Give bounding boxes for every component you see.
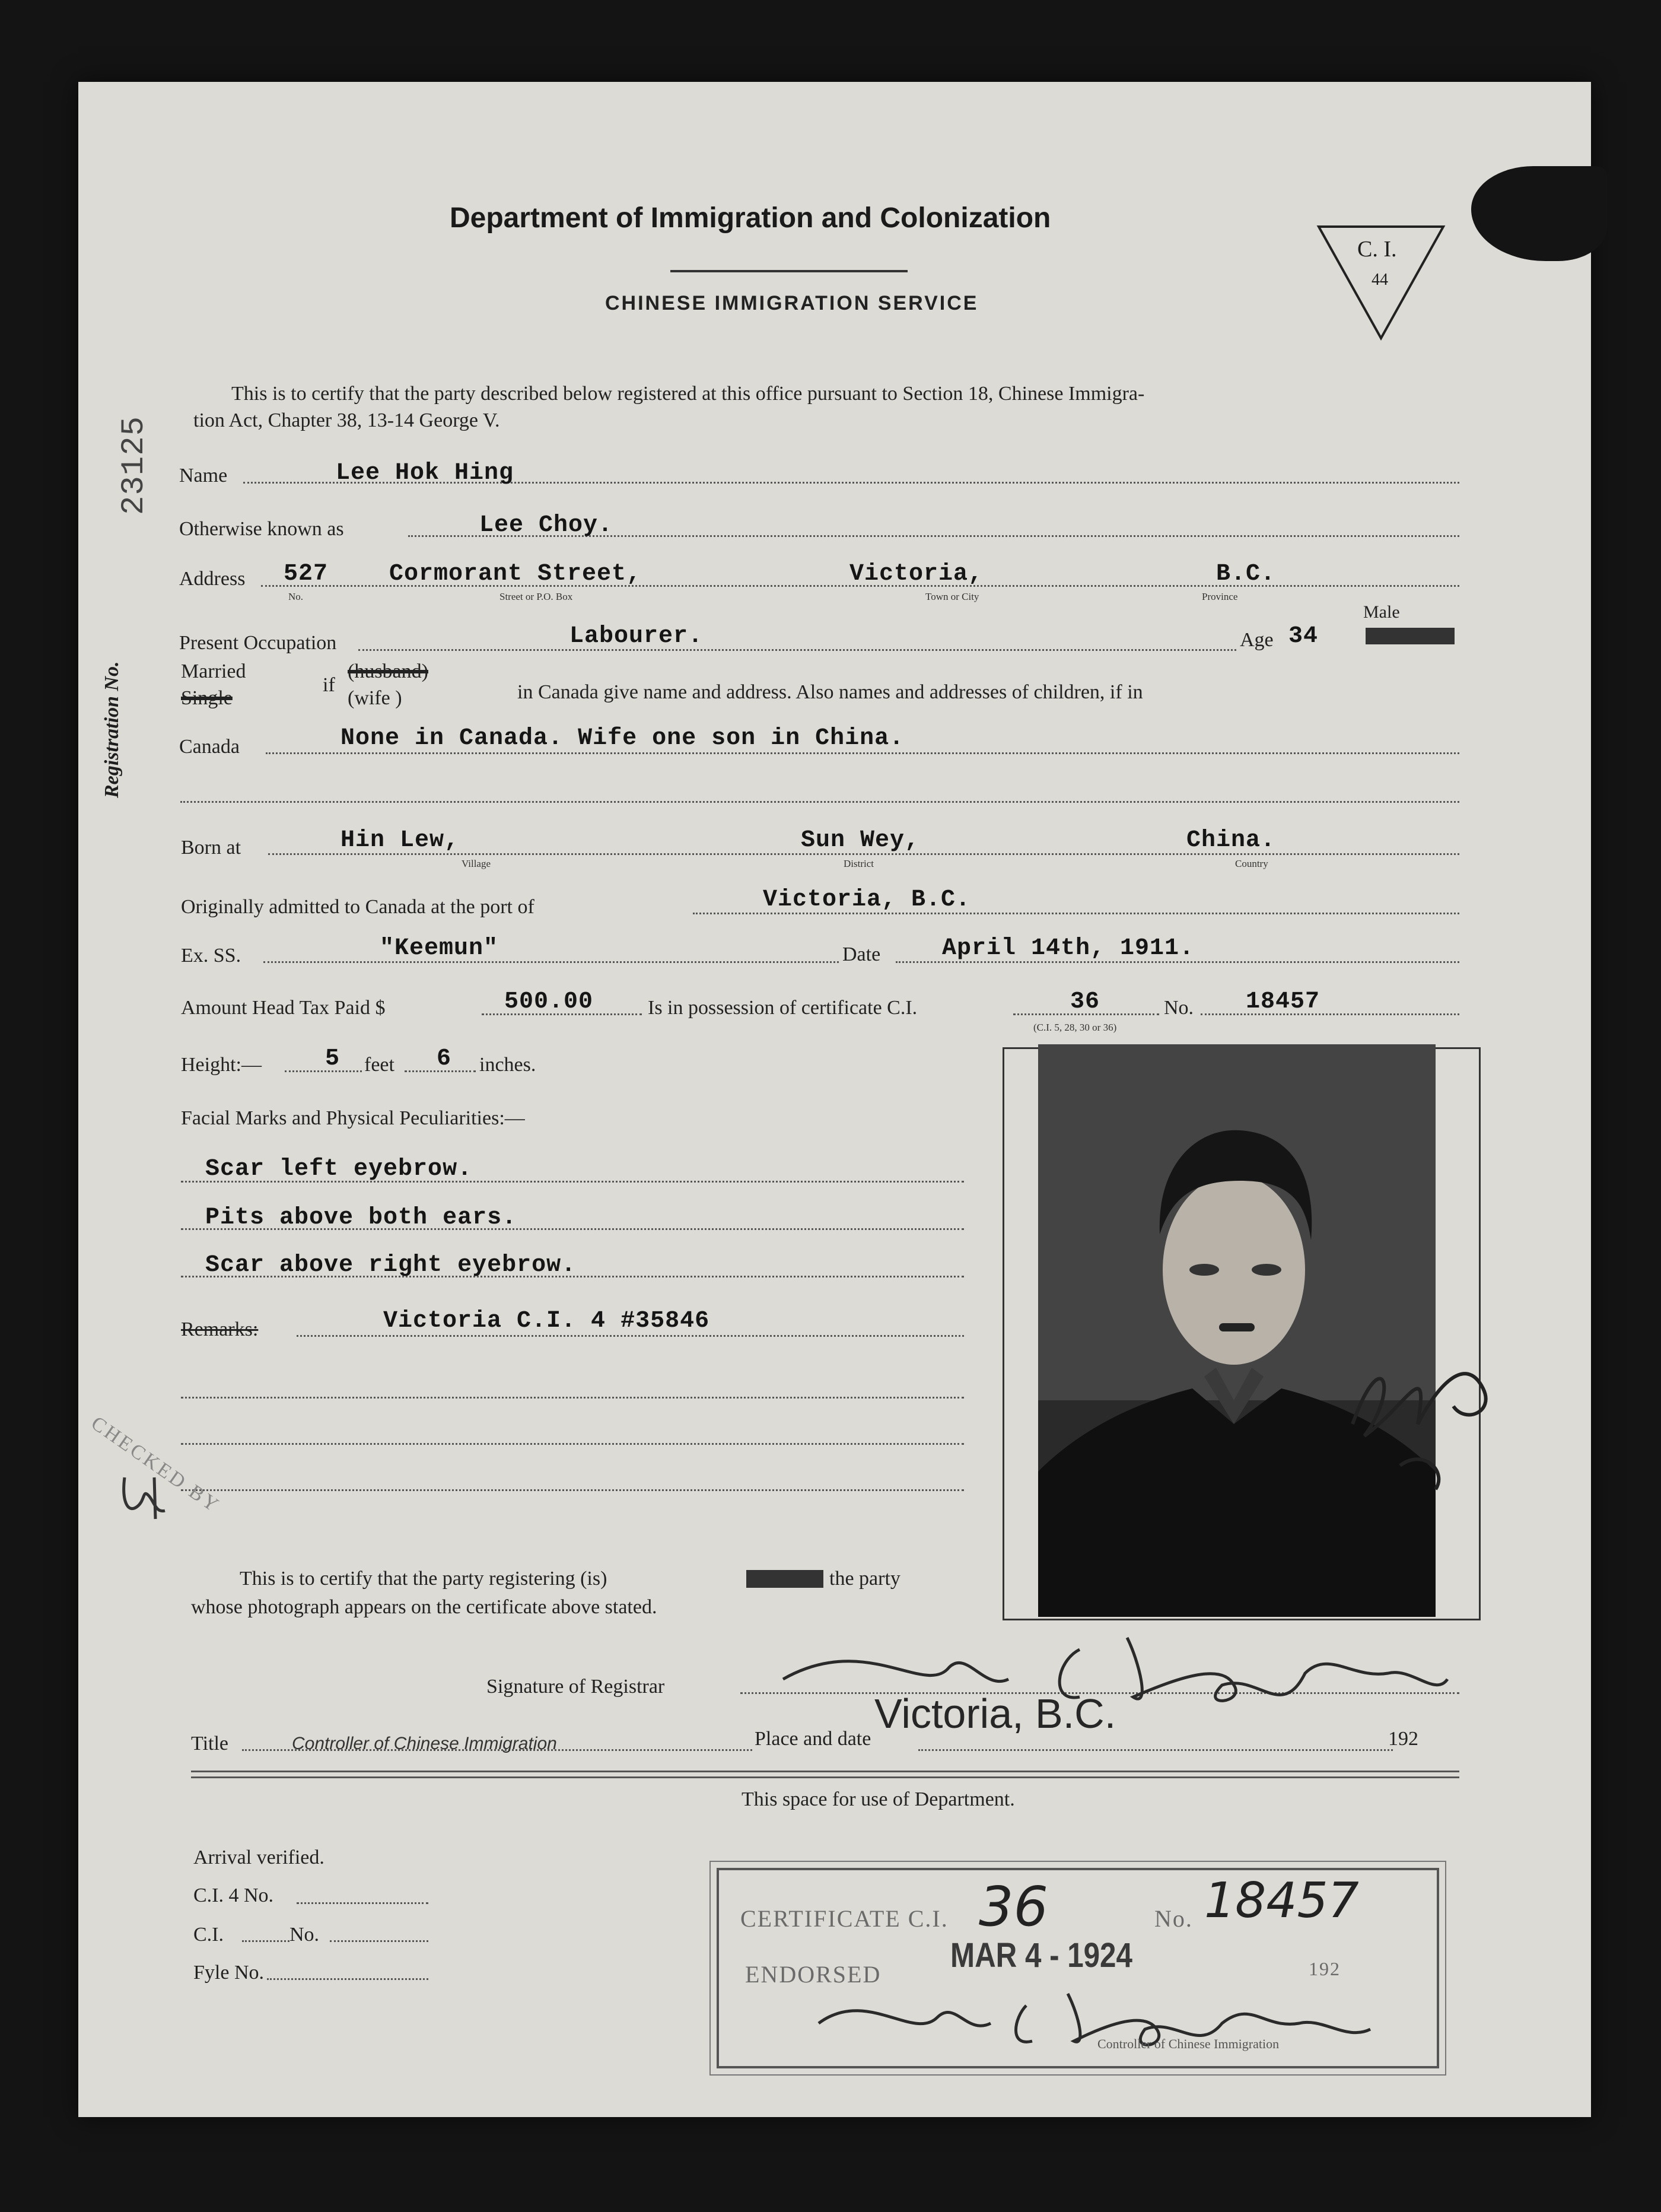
- no-label: No.: [1164, 997, 1194, 1019]
- ci-label: C.I.: [193, 1924, 224, 1946]
- height-label: Height:—: [181, 1054, 262, 1076]
- year-prefix: 192: [1388, 1728, 1418, 1750]
- ci4-label: C.I. 4 No.: [193, 1884, 274, 1906]
- no-value: 18457: [1246, 989, 1320, 1015]
- ci-caption: (C.I. 5, 28, 30 or 36): [1033, 1022, 1117, 1033]
- address-street: Cormorant Street,: [389, 561, 642, 587]
- title-value: Controller of Chinese Immigration: [292, 1734, 557, 1753]
- port-value: Victoria, B.C.: [763, 886, 971, 913]
- remarks-line: [297, 1335, 964, 1337]
- place-value: Victoria, B.C.: [874, 1690, 1116, 1737]
- canada-line-2: [180, 801, 1459, 803]
- age-label: Age: [1240, 629, 1274, 651]
- occupation-label: Present Occupation: [179, 632, 337, 654]
- wife-label: (wife ): [348, 687, 402, 709]
- section-rule-1: [191, 1771, 1459, 1772]
- redacted-sex: [1366, 628, 1455, 644]
- facial-label: Facial Marks and Physical Peculiarities:—: [181, 1107, 525, 1129]
- born-district: Sun Wey,: [801, 827, 920, 854]
- age-value: 34: [1288, 623, 1319, 650]
- section-rule-2: [191, 1776, 1459, 1778]
- photo-signature-mark: [1329, 1317, 1530, 1495]
- checked-by-stamp: CHECKED BY: [87, 1412, 224, 1518]
- married-label: Married: [181, 660, 246, 682]
- address-city-caption: Town or City: [925, 591, 979, 602]
- mark2-value: Pits above both ears.: [205, 1204, 517, 1231]
- stamp-certificate-label: CERTIFICATE C.I.: [740, 1905, 949, 1932]
- head-tax-value: 500.00: [504, 989, 594, 1015]
- department-title: Department of Immigration and Colonization: [450, 202, 1051, 234]
- ship-line: [263, 961, 839, 963]
- fyle-line: [267, 1978, 428, 1980]
- place-label: Place and date: [755, 1728, 871, 1750]
- stamp-controller: Controller of Chinese Immigration: [1097, 2036, 1280, 2051]
- if-label: if: [323, 674, 335, 696]
- stamp-endorsed-label: ENDORSED: [745, 1961, 882, 1988]
- remarks-label: Remarks:: [181, 1318, 259, 1340]
- stamp-no-value: 18457: [1204, 1873, 1359, 1929]
- mark1-value: Scar left eyebrow.: [205, 1156, 473, 1183]
- address-province-caption: Province: [1202, 591, 1238, 602]
- address-province: B.C.: [1216, 561, 1276, 587]
- inches-label: inches.: [479, 1054, 536, 1076]
- address-no-caption: No.: [288, 591, 304, 602]
- mark3-value: Scar above right eyebrow.: [205, 1252, 577, 1279]
- title-label: Title: [191, 1733, 229, 1755]
- height-inches: 6: [437, 1045, 452, 1072]
- canada-line: [266, 752, 1459, 754]
- arrival-verified: Arrival verified.: [193, 1846, 324, 1868]
- service-title: CHINESE IMMIGRATION SERVICE: [605, 292, 979, 314]
- husband-label: (husband): [348, 660, 428, 682]
- place-line: [918, 1749, 1393, 1751]
- department-space: This space for use of Department.: [742, 1788, 1015, 1810]
- registration-label: Registration No.: [101, 661, 123, 798]
- height-feet-line: [285, 1070, 362, 1072]
- stamp-endorsed-date: MAR 4 - 1924: [950, 1936, 1132, 1975]
- otherwise-value: Lee Choy.: [479, 512, 613, 539]
- registration-number: 23125: [116, 415, 152, 515]
- born-village: Hin Lew,: [341, 827, 460, 854]
- fyle-label: Fyle No.: [193, 1962, 264, 1984]
- date-label: Date: [842, 943, 881, 965]
- remarks-value: Victoria C.I. 4 #35846: [383, 1308, 710, 1334]
- remarks-line-3: [181, 1443, 964, 1445]
- district-caption: District: [844, 858, 874, 869]
- address-label: Address: [179, 568, 246, 590]
- ci-label-line: [242, 1940, 289, 1942]
- stamp-no-label: No.: [1154, 1905, 1193, 1932]
- signature-label: Signature of Registrar: [486, 1676, 665, 1698]
- occupation-line: [358, 649, 1236, 651]
- address-no: 527: [284, 561, 329, 587]
- head-tax-label: Amount Head Tax Paid $: [181, 997, 386, 1019]
- born-country: China.: [1186, 827, 1276, 854]
- ci-no-line: [330, 1940, 428, 1942]
- canada-value: None in Canada. Wife one son in China.: [341, 725, 905, 752]
- port-label: Originally admitted to Canada at the port of: [181, 896, 534, 918]
- born-label: Born at: [181, 837, 241, 859]
- form-code-line1: C. I.: [1357, 237, 1397, 262]
- occupation-value: Labourer.: [569, 623, 704, 650]
- no-line: [1201, 1013, 1459, 1015]
- form-code-line2: 44: [1372, 271, 1388, 289]
- ship-label: Ex. SS.: [181, 945, 241, 967]
- certify-text-line2: tion Act, Chapter 38, 13-14 George V.: [193, 409, 500, 431]
- address-city: Victoria,: [849, 561, 984, 587]
- date-value: April 14th, 1911.: [942, 935, 1195, 962]
- ship-value: "Keemun": [380, 935, 499, 962]
- single-label: Single: [181, 687, 233, 709]
- sex-value: Male: [1363, 602, 1400, 622]
- ci4-line: [297, 1902, 428, 1904]
- name-value: Lee Hok Hing: [336, 460, 514, 487]
- possession-label: Is in possession of certificate C.I.: [648, 997, 918, 1019]
- address-street-caption: Street or P.O. Box: [499, 591, 573, 602]
- redacted-not: [746, 1570, 823, 1588]
- remarks-line-2: [181, 1397, 964, 1399]
- country-caption: Country: [1235, 858, 1268, 869]
- ci-value: 36: [1070, 989, 1100, 1015]
- name-label: Name: [179, 465, 228, 487]
- otherwise-label: Otherwise known as: [179, 518, 344, 540]
- canada-label: Canada: [179, 736, 240, 758]
- remarks-line-4: [181, 1489, 964, 1491]
- stamp-certificate-value: 36: [979, 1875, 1049, 1938]
- checked-initials: [113, 1466, 178, 1531]
- certify2-line1-b: the party: [829, 1568, 900, 1590]
- in-canada-text: in Canada give name and address. Also names and addresses of children, if in: [517, 681, 1143, 703]
- stamp-year-suffix: 192: [1309, 1958, 1341, 1979]
- height-feet: 5: [325, 1045, 341, 1072]
- certify2-line1-a: This is to certify that the party registering (is): [240, 1568, 607, 1590]
- village-caption: Village: [462, 858, 491, 869]
- feet-label: feet: [364, 1054, 394, 1076]
- certify2-line2: whose photograph appears on the certificate above stated.: [191, 1596, 657, 1618]
- header-rule: [670, 270, 908, 272]
- ci-no-label: No.: [289, 1924, 320, 1946]
- certify-text-line1: This is to certify that the party described below registered at this office pursuant to Section 18, Chinese Immigra-: [231, 383, 1145, 405]
